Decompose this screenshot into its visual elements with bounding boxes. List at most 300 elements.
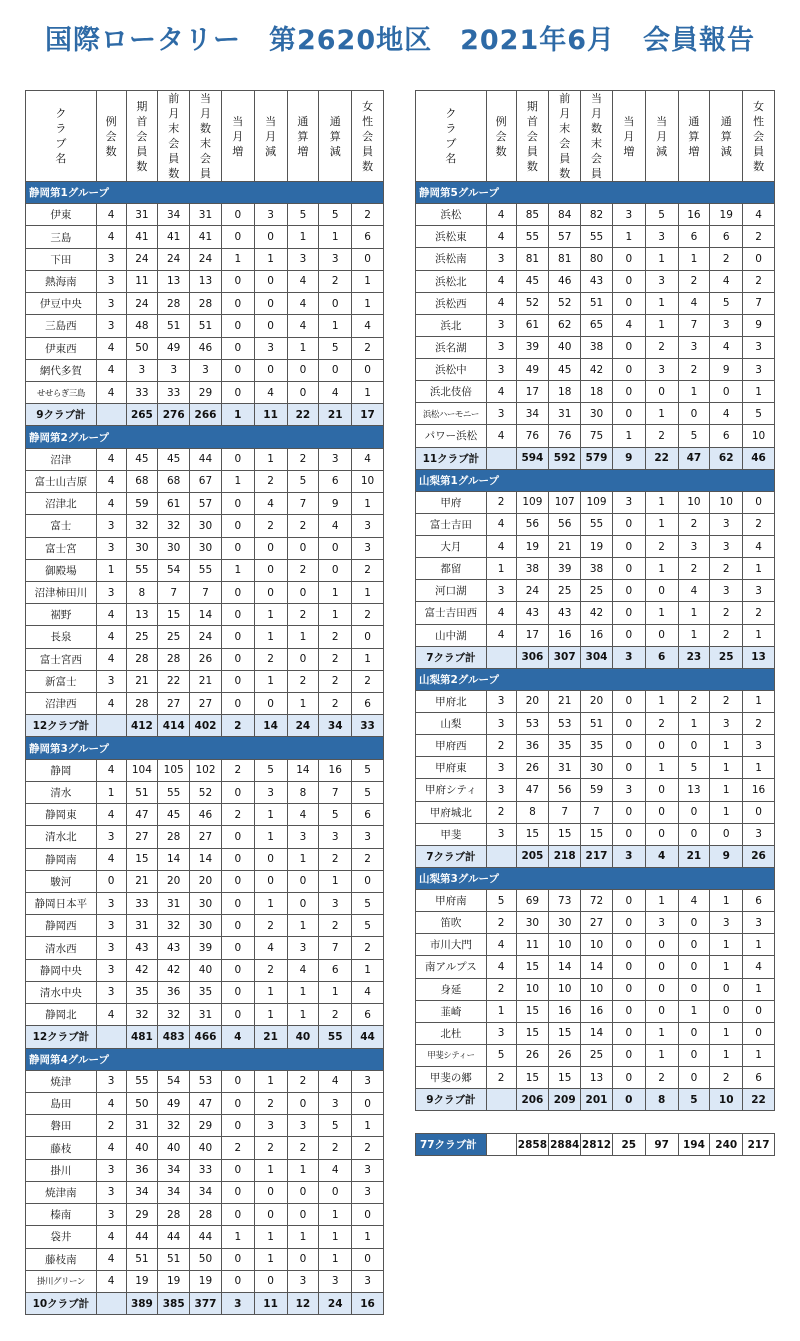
data-cell: 3 [287,1270,319,1292]
data-cell: 0 [612,934,645,956]
data-cell: 14 [158,848,190,870]
data-cell: 3 [96,670,126,692]
data-cell: 16 [581,624,613,646]
data-cell: 1 [254,1004,287,1026]
data-cell: 0 [645,823,678,845]
data-cell: 26 [549,1044,581,1066]
data-cell: 1 [319,315,352,337]
subtotal-cell: 21 [319,404,352,426]
data-cell: 0 [352,626,384,648]
table-row [416,359,775,381]
data-cell: 1 [221,1226,254,1248]
table-row [26,693,384,715]
data-cell: 3 [96,1159,126,1181]
data-cell: 15 [516,956,549,978]
data-cell: 39 [549,558,581,580]
group-header-row [416,469,775,491]
group-header-row [26,426,384,448]
club-name: 都留 [416,558,487,580]
group-name: 静岡第1グループ [26,182,384,204]
header-char: 数 [199,122,211,135]
column-header [190,91,222,182]
data-cell: 3 [126,359,158,381]
data-cell: 40 [126,1137,158,1159]
data-cell: 3 [96,293,126,315]
data-cell: 53 [190,1070,222,1092]
subtotal-cell: 17 [352,404,384,426]
data-cell: 1 [287,1226,319,1248]
data-cell: 25 [549,580,581,602]
data-cell: 0 [743,1000,775,1022]
group-header-row [26,737,384,759]
data-cell: 3 [678,336,710,358]
data-cell: 1 [254,604,287,626]
table-row [26,626,384,648]
data-cell: 3 [645,226,678,248]
data-cell: 0 [743,248,775,270]
data-cell: 10 [352,470,384,492]
group-header-row [26,1048,384,1070]
data-cell: 0 [254,870,287,892]
data-cell: 0 [678,978,710,1000]
club-name: 甲斐の郷 [416,1067,487,1089]
header-char: 名 [55,152,67,165]
data-cell: 0 [254,559,287,581]
data-cell: 8 [126,581,158,603]
grand-total-cell: 2858 [516,1134,549,1156]
data-cell: 43 [549,602,581,624]
club-name: 市川大門 [416,934,487,956]
data-cell: 4 [486,292,516,314]
data-cell: 61 [516,314,549,336]
header-char: 当 [265,114,277,128]
data-cell: 14 [190,848,222,870]
data-cell: 30 [190,537,222,559]
data-cell: 3 [486,580,516,602]
data-cell: 1 [645,1022,678,1044]
data-cell: 55 [190,559,222,581]
subtotal-cell: 22 [645,447,678,469]
data-cell: 42 [158,959,190,981]
data-cell: 7 [158,581,190,603]
header-char: 前 [559,92,571,105]
data-cell: 0 [254,315,287,337]
data-cell: 3 [743,359,775,381]
data-cell: 1 [645,513,678,535]
data-cell: 1 [352,381,384,403]
data-cell: 3 [319,248,352,270]
subtotal-cell: 466 [190,1026,222,1048]
data-cell: 1 [254,1226,287,1248]
data-cell: 80 [581,248,613,270]
data-cell: 0 [612,1000,645,1022]
data-cell: 3 [612,204,645,226]
data-cell: 0 [612,558,645,580]
data-cell: 6 [743,890,775,912]
table-row [26,293,384,315]
data-cell: 35 [581,735,613,757]
data-cell: 0 [221,1204,254,1226]
data-cell: 2 [486,735,516,757]
data-cell: 2 [254,915,287,937]
header-char: 月 [232,129,244,143]
club-name: 藤枝南 [26,1248,97,1270]
data-cell: 1 [352,270,384,292]
data-cell: 49 [158,337,190,359]
club-name: パワー浜松 [416,425,487,447]
data-cell: 0 [612,978,645,1000]
data-cell: 0 [678,934,710,956]
data-cell: 3 [254,1115,287,1137]
data-cell: 11 [126,270,158,292]
data-cell: 0 [743,801,775,823]
data-cell: 5 [710,292,743,314]
data-cell: 3 [319,826,352,848]
data-cell: 0 [287,1092,319,1114]
data-cell: 31 [549,403,581,425]
data-cell: 9 [319,493,352,515]
club-name: 北杜 [416,1022,487,1044]
data-cell: 1 [319,870,352,892]
header-char: 当 [656,114,668,128]
subtotal-cell [486,447,516,469]
data-cell: 1 [221,248,254,270]
data-cell: 1 [352,648,384,670]
data-cell: 0 [254,226,287,248]
data-cell: 6 [352,226,384,248]
data-cell: 75 [581,425,613,447]
data-cell: 4 [287,804,319,826]
table-row [26,1159,384,1181]
club-name: 静岡東 [26,804,97,826]
data-cell: 0 [612,956,645,978]
club-name: 伊東 [26,204,97,226]
data-cell: 2 [486,978,516,1000]
data-cell: 1 [254,1070,287,1092]
data-cell: 3 [96,270,126,292]
table-row [26,781,384,803]
data-cell: 4 [319,1070,352,1092]
data-cell: 5 [743,403,775,425]
data-cell: 49 [516,359,549,381]
data-cell: 0 [254,581,287,603]
data-cell: 1 [287,337,319,359]
data-cell: 4 [287,959,319,981]
table-row [26,1070,384,1092]
data-cell: 54 [158,1070,190,1092]
subtotal-cell: 11 [254,1292,287,1314]
data-cell: 5 [287,470,319,492]
data-cell: 4 [96,759,126,781]
subtotal-cell: 304 [581,646,613,668]
data-cell: 25 [158,626,190,648]
subtotal-cell [96,715,126,737]
data-cell: 61 [158,493,190,515]
data-cell: 3 [96,893,126,915]
data-cell: 28 [158,648,190,670]
data-cell: 0 [287,581,319,603]
left-membership-table [25,90,384,1315]
data-cell: 30 [190,893,222,915]
data-cell: 32 [158,1004,190,1026]
header-char: 月 [591,107,602,120]
data-cell: 0 [645,978,678,1000]
subtotal-cell: 14 [254,715,287,737]
table-row [416,1000,775,1022]
data-cell: 0 [221,204,254,226]
data-cell: 4 [486,425,516,447]
data-cell: 5 [319,1115,352,1137]
data-cell: 2 [254,1137,287,1159]
subtotal-cell: 24 [319,1292,352,1314]
data-cell: 1 [645,248,678,270]
data-cell: 24 [126,248,158,270]
club-name: 磐田 [26,1115,97,1137]
data-cell: 0 [678,956,710,978]
data-cell: 2 [221,804,254,826]
subtotal-row [26,404,384,426]
data-cell: 0 [612,359,645,381]
data-cell: 33 [190,1159,222,1181]
subtotal-cell: 266 [190,404,222,426]
subtotal-cell: 55 [319,1026,352,1048]
table-row [416,270,775,292]
data-cell: 4 [96,381,126,403]
data-cell: 2 [486,1067,516,1089]
header-char: 員 [591,167,602,180]
data-cell: 3 [710,536,743,558]
grand-total-row [416,1134,775,1156]
data-cell: 15 [549,823,581,845]
data-cell: 0 [221,537,254,559]
club-name: 甲府東 [416,757,487,779]
header-char: 増 [297,144,309,158]
data-cell: 2 [678,359,710,381]
data-cell: 1 [743,558,775,580]
subtotal-cell: 205 [516,845,549,867]
data-cell: 1 [319,1204,352,1226]
header-char: 算 [297,129,309,143]
data-cell: 1 [352,1226,384,1248]
data-cell: 4 [486,624,516,646]
header-char: 会 [136,129,148,143]
subtotal-cell: 2 [221,715,254,737]
data-cell: 1 [710,779,743,801]
data-cell: 1 [254,670,287,692]
table-row [416,978,775,1000]
data-cell: 35 [126,981,158,1003]
data-cell: 32 [158,915,190,937]
header-char: 会 [591,152,602,165]
header-char: 数 [362,159,374,173]
data-cell: 2 [287,1070,319,1092]
data-cell: 0 [221,1159,254,1181]
data-cell: 3 [352,1181,384,1203]
data-cell: 50 [126,1092,158,1114]
club-name: 富士吉田西 [416,602,487,624]
data-cell: 27 [190,826,222,848]
data-cell: 4 [96,1226,126,1248]
data-cell: 16 [743,779,775,801]
club-name: 河口湖 [416,580,487,602]
subtotal-label: 7クラブ計 [416,646,487,668]
data-cell: 4 [486,513,516,535]
data-cell: 2 [743,226,775,248]
subtotal-label: 12クラブ計 [26,1026,97,1048]
data-cell: 0 [612,513,645,535]
data-cell: 0 [221,493,254,515]
club-name: 甲府西 [416,735,487,757]
header-char: ブ [55,137,67,150]
data-cell: 5 [319,337,352,359]
data-cell: 2 [319,626,352,648]
data-cell: 2 [287,559,319,581]
data-cell: 3 [96,1070,126,1092]
data-cell: 36 [516,735,549,757]
data-cell: 1 [678,624,710,646]
club-name: 沼津柿田川 [26,581,97,603]
subtotal-label: 12クラブ計 [26,715,97,737]
data-cell: 6 [743,1067,775,1089]
subtotal-cell: 414 [158,715,190,737]
data-cell: 2 [743,513,775,535]
data-cell: 0 [645,381,678,403]
data-cell: 2 [319,915,352,937]
data-cell: 51 [581,713,613,735]
club-name: 南アルプス [416,956,487,978]
data-cell: 2 [678,513,710,535]
data-cell: 3 [287,1115,319,1137]
header-char: 減 [720,144,732,158]
subtotal-cell: 33 [352,715,384,737]
data-cell: 56 [516,513,549,535]
data-cell: 1 [645,314,678,336]
header-row [416,91,775,182]
data-cell: 31 [549,757,581,779]
subtotal-cell: 594 [516,447,549,469]
data-cell: 8 [516,801,549,823]
table-row [416,491,775,513]
club-name: 浜北 [416,314,487,336]
table-row [26,1115,384,1137]
data-cell: 0 [612,292,645,314]
data-cell: 3 [352,515,384,537]
data-cell: 0 [221,226,254,248]
data-cell: 0 [645,624,678,646]
column-header [158,91,190,182]
data-cell: 10 [516,978,549,1000]
data-cell: 3 [645,270,678,292]
club-name: 御殿場 [26,559,97,581]
data-cell: 3 [287,248,319,270]
subtotal-cell [486,1089,516,1111]
header-char: 通 [329,114,341,128]
data-cell: 76 [516,425,549,447]
data-cell: 1 [319,226,352,248]
data-cell: 0 [319,1181,352,1203]
data-cell: 0 [254,537,287,559]
header-char: 会 [199,152,211,165]
data-cell: 1 [96,559,126,581]
club-name: 裾野 [26,604,97,626]
data-cell: 1 [645,757,678,779]
club-name: 掛川グリーン [26,1270,97,1292]
table-row [416,757,775,779]
data-cell: 0 [254,1181,287,1203]
grand-total-cell: 25 [612,1134,645,1156]
table-row [26,448,384,470]
data-cell: 21 [126,870,158,892]
data-cell: 2 [352,337,384,359]
club-name: 静岡 [26,759,97,781]
data-cell: 0 [612,690,645,712]
data-cell: 55 [581,513,613,535]
data-cell: 55 [516,226,549,248]
data-cell: 15 [549,1022,581,1044]
grand-total-label: 77クラブ計 [416,1134,487,1156]
data-cell: 68 [126,470,158,492]
club-name: 伊東西 [26,337,97,359]
data-cell: 2 [352,937,384,959]
data-cell: 4 [710,336,743,358]
data-cell: 7 [743,292,775,314]
data-cell: 55 [158,781,190,803]
header-char: 当 [232,114,244,128]
club-name: 山梨 [416,713,487,735]
data-cell: 27 [581,912,613,934]
data-cell: 45 [516,270,549,292]
data-cell: 25 [581,580,613,602]
table-row [416,779,775,801]
data-cell: 2 [221,759,254,781]
club-name: 笛吹 [416,912,487,934]
column-header [287,91,319,182]
data-cell: 3 [743,823,775,845]
data-cell: 4 [96,337,126,359]
data-cell: 15 [581,823,613,845]
column-header [352,91,384,182]
subtotal-row [26,1026,384,1048]
data-cell: 27 [126,826,158,848]
data-cell: 2 [319,648,352,670]
header-char: ク [55,107,67,120]
data-cell: 4 [486,956,516,978]
data-cell: 42 [581,602,613,624]
data-cell: 4 [486,934,516,956]
data-cell: 3 [96,315,126,337]
data-cell: 14 [549,956,581,978]
data-cell: 35 [190,981,222,1003]
data-cell: 5 [678,757,710,779]
data-cell: 0 [221,1270,254,1292]
data-cell: 7 [287,493,319,515]
data-cell: 4 [486,226,516,248]
data-cell: 0 [678,912,710,934]
data-cell: 0 [645,956,678,978]
column-header [416,91,487,182]
header-char: 女 [753,99,765,113]
data-cell: 1 [319,581,352,603]
table-row [26,1204,384,1226]
data-cell: 13 [126,604,158,626]
group-header-row [416,867,775,889]
club-name: 沼津西 [26,693,97,715]
data-cell: 0 [221,1004,254,1026]
data-cell: 3 [710,580,743,602]
data-cell: 2 [486,491,516,513]
data-cell: 2 [352,670,384,692]
data-cell: 0 [221,604,254,626]
